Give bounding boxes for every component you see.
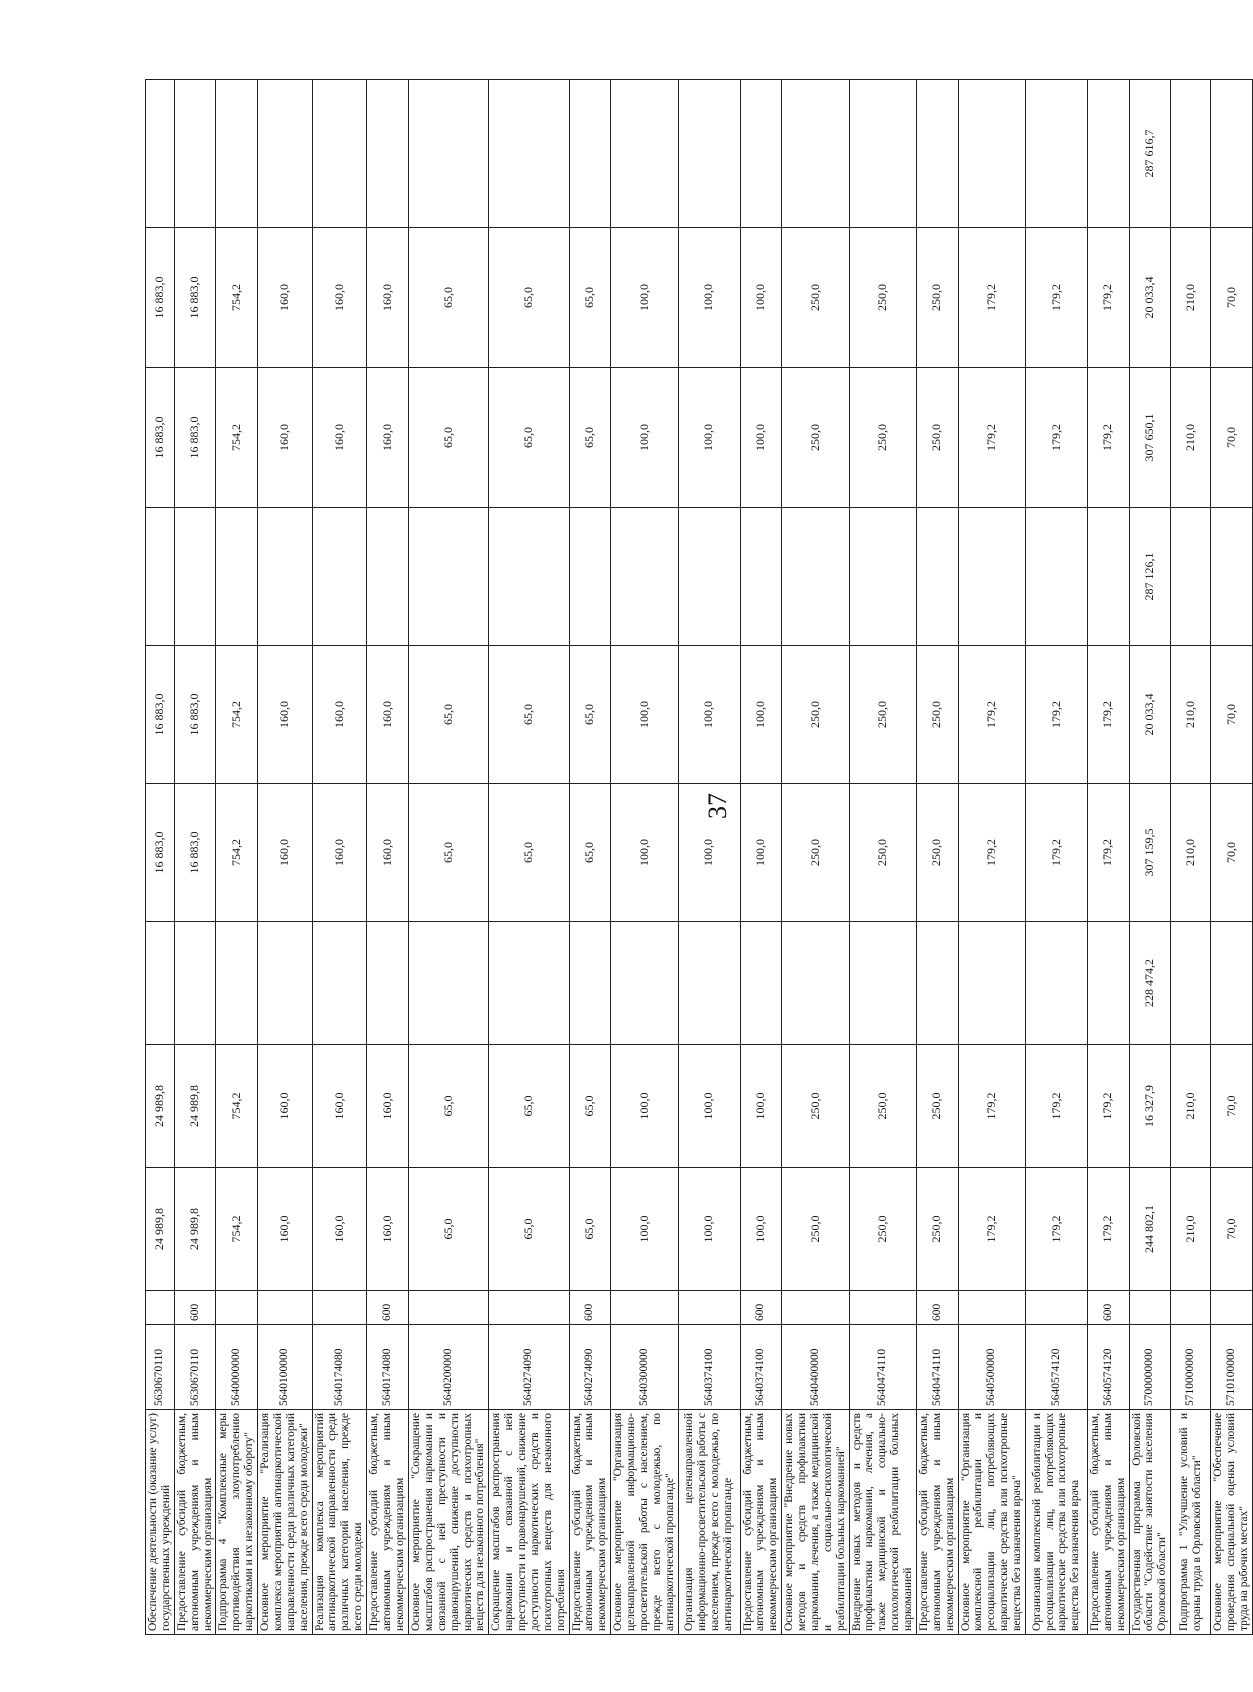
cell-code: 5640400000: [782, 1325, 849, 1410]
cell-v6: [849, 508, 916, 646]
cell-v2: 65,0: [409, 1045, 489, 1168]
cell-vr: [849, 1291, 916, 1325]
cell-v5: 160,0: [312, 646, 367, 784]
cell-v2: 160,0: [258, 1045, 313, 1168]
cell-vr: [409, 1291, 489, 1325]
cell-v5: 65,0: [569, 646, 611, 784]
cell-v3: [740, 922, 782, 1045]
cell-v9: [146, 80, 175, 228]
cell-v9: [216, 80, 258, 228]
cell-v1: 160,0: [312, 1168, 367, 1291]
table-row: [1087, 80, 1129, 1635]
cell-v9: [1025, 80, 1087, 228]
cell-v8: 100,0: [740, 228, 782, 368]
cell-v5: 179,2: [958, 646, 1025, 784]
table-row: [678, 80, 740, 1635]
cell-v3: [849, 922, 916, 1045]
cell-v4: 100,0: [740, 784, 782, 922]
cell-v1: 70,0: [1211, 1168, 1253, 1291]
cell-name: Внедрение новых методов и средств профилактики наркомании, лечения, а также медицинской и социально-психологической реабилитации больных наркоманией: [849, 1410, 916, 1635]
cell-v5: 160,0: [367, 646, 409, 784]
cell-v6: [958, 508, 1025, 646]
cell-v4: 754,2: [216, 784, 258, 922]
cell-vr: [1025, 1291, 1087, 1325]
cell-v6: [611, 508, 678, 646]
cell-v7: 179,2: [958, 368, 1025, 508]
cell-v3: [1171, 922, 1211, 1045]
cell-v2: 250,0: [849, 1045, 916, 1168]
cell-v4: 210,0: [1171, 784, 1211, 922]
cell-v2: 24 989,8: [146, 1045, 175, 1168]
cell-vr: [312, 1291, 367, 1325]
cell-vr: [1171, 1291, 1211, 1325]
cell-v7: 65,0: [489, 368, 569, 508]
cell-vr: [216, 1291, 258, 1325]
cell-code: 5630670110: [174, 1325, 216, 1410]
cell-v7: 100,0: [611, 368, 678, 508]
cell-v3: [916, 922, 958, 1045]
cell-vr: 600: [1087, 1291, 1129, 1325]
cell-v7: 754,2: [216, 368, 258, 508]
cell-code: 5640474110: [916, 1325, 958, 1410]
cell-v5: 65,0: [409, 646, 489, 784]
cell-v3: [611, 922, 678, 1045]
cell-v1: 179,2: [1025, 1168, 1087, 1291]
cell-code: 5640500000: [958, 1325, 1025, 1410]
cell-vr: [146, 1291, 175, 1325]
rotated-table-wrapper: [145, 80, 1250, 1635]
cell-v5: 179,2: [1025, 646, 1087, 784]
cell-v9: [258, 80, 313, 228]
cell-name: Основное мероприятие "Организация комплексной реабилитации и ресоциализации лиц, потребляющих наркотические средства или психотропные вещества без назначения врача": [958, 1410, 1025, 1635]
cell-v4: 307 159,5: [1129, 784, 1171, 922]
cell-v1: 250,0: [849, 1168, 916, 1291]
cell-v2: 100,0: [740, 1045, 782, 1168]
cell-code: 5640100000: [258, 1325, 313, 1410]
cell-v2: 16 327,9: [1129, 1045, 1171, 1168]
cell-code: 5640374100: [740, 1325, 782, 1410]
cell-vr: 600: [367, 1291, 409, 1325]
cell-v8: 179,2: [958, 228, 1025, 368]
cell-v3: [258, 922, 313, 1045]
cell-v7: 160,0: [312, 368, 367, 508]
cell-vr: [489, 1291, 569, 1325]
cell-v5: 70,0: [1211, 646, 1253, 784]
cell-v9: [409, 80, 489, 228]
cell-code: 5640174080: [312, 1325, 367, 1410]
cell-v2: 179,2: [1025, 1045, 1087, 1168]
cell-code: 5710100000: [1211, 1325, 1253, 1410]
cell-v6: [146, 508, 175, 646]
cell-v8: 100,0: [611, 228, 678, 368]
cell-v3: [782, 922, 849, 1045]
cell-v2: 179,2: [958, 1045, 1025, 1168]
cell-v4: 160,0: [367, 784, 409, 922]
cell-vr: [1129, 1291, 1171, 1325]
cell-v8: 65,0: [409, 228, 489, 368]
cell-v6: [312, 508, 367, 646]
cell-v8: 250,0: [849, 228, 916, 368]
cell-v9: [849, 80, 916, 228]
cell-v7: 179,2: [1025, 368, 1087, 508]
cell-v3: [1025, 922, 1087, 1045]
cell-code: 5640474110: [849, 1325, 916, 1410]
cell-v6: [489, 508, 569, 646]
cell-v9: [174, 80, 216, 228]
cell-v8: 210,0: [1171, 228, 1211, 368]
cell-v8: 20 033,4: [1129, 228, 1171, 368]
cell-v1: 65,0: [569, 1168, 611, 1291]
cell-name: Предоставление субсидий бюджетным, автономным учреждениям и иным некоммерческим организациям: [367, 1410, 409, 1635]
table-body: [146, 80, 1253, 1635]
cell-v3: [569, 922, 611, 1045]
cell-v2: 100,0: [678, 1045, 740, 1168]
cell-v8: 65,0: [569, 228, 611, 368]
cell-v8: 250,0: [782, 228, 849, 368]
cell-v4: 160,0: [258, 784, 313, 922]
cell-code: 5640274090: [569, 1325, 611, 1410]
cell-v1: 160,0: [367, 1168, 409, 1291]
cell-v9: 287 616,7: [1129, 80, 1171, 228]
cell-v4: 179,2: [1087, 784, 1129, 922]
cell-name: Организация целенаправленной информационно-просветительской работы с населением, прежде всего с молодежью, по антинаркотической пропаганде: [678, 1410, 740, 1635]
cell-v8: 100,0: [678, 228, 740, 368]
cell-v6: [916, 508, 958, 646]
cell-v9: [367, 80, 409, 228]
cell-v1: 24 989,8: [174, 1168, 216, 1291]
cell-code: 5710000000: [1171, 1325, 1211, 1410]
cell-v4: 16 883,0: [146, 784, 175, 922]
cell-v5: 16 883,0: [174, 646, 216, 784]
cell-code: 5640274090: [489, 1325, 569, 1410]
cell-v3: 228 474,2: [1129, 922, 1171, 1045]
cell-v1: 100,0: [611, 1168, 678, 1291]
cell-name: Предоставление субсидий бюджетным, автономным учреждениям и иным некоммерческим организациям: [1087, 1410, 1129, 1635]
cell-v6: [569, 508, 611, 646]
cell-v2: 70,0: [1211, 1045, 1253, 1168]
table-row: [216, 80, 258, 1635]
cell-v3: [1087, 922, 1129, 1045]
table-row: [958, 80, 1025, 1635]
cell-name: Предоставление субсидий бюджетным, автономным учреждениям и иным некоммерческим организациям: [569, 1410, 611, 1635]
cell-v9: [782, 80, 849, 228]
cell-v6: [678, 508, 740, 646]
cell-v2: 179,2: [1087, 1045, 1129, 1168]
table-row: [782, 80, 849, 1635]
cell-v6: [258, 508, 313, 646]
cell-vr: [678, 1291, 740, 1325]
cell-v7: 100,0: [740, 368, 782, 508]
table-row: [367, 80, 409, 1635]
table-row: [174, 80, 216, 1635]
cell-code: 5640574120: [1087, 1325, 1129, 1410]
cell-v2: 250,0: [782, 1045, 849, 1168]
table-row: [489, 80, 569, 1635]
cell-name: Основное мероприятие "Обеспечение проведения специальной оценки условий труда на рабочих местах": [1211, 1410, 1253, 1635]
page-number: 37: [703, 793, 732, 819]
cell-vr: 600: [916, 1291, 958, 1325]
cell-name: Основное мероприятие "Организация целенаправленной информационно-просветительской работы с населением, прежде всего с молодежью, по антинаркотической пропаганде": [611, 1410, 678, 1635]
cell-v9: [1211, 80, 1253, 228]
cell-v9: [569, 80, 611, 228]
cell-v6: 287 126,1: [1129, 508, 1171, 646]
table-row: [258, 80, 313, 1635]
cell-name: Основное мероприятие "Внедрение новых методов и средств профилактики наркомании, лечения, а также медицинской и социально-психологической реабилитации больных наркоманией": [782, 1410, 849, 1635]
cell-v8: 16 883,0: [146, 228, 175, 368]
cell-v2: 210,0: [1171, 1045, 1211, 1168]
cell-v3: [174, 922, 216, 1045]
cell-v4: 160,0: [312, 784, 367, 922]
cell-v4: 250,0: [782, 784, 849, 922]
cell-v5: 250,0: [782, 646, 849, 784]
cell-v4: 100,0: [611, 784, 678, 922]
cell-v1: 160,0: [258, 1168, 313, 1291]
cell-v7: 70,0: [1211, 368, 1253, 508]
cell-v3: [216, 922, 258, 1045]
cell-name: Государственная программа Орловской области "Содействие занятости населения Орловской области": [1129, 1410, 1171, 1635]
cell-name: Основное мероприятие "Реализация комплекса мероприятий антинаркотической направленности среди различных категорий населения, прежде всего среди молодежи": [258, 1410, 313, 1635]
table-row: [1211, 80, 1253, 1635]
cell-v7: 250,0: [782, 368, 849, 508]
cell-v4: 65,0: [489, 784, 569, 922]
cell-v8: 754,2: [216, 228, 258, 368]
cell-code: 5630670110: [146, 1325, 175, 1410]
cell-v7: 160,0: [258, 368, 313, 508]
budget-table: [145, 79, 1253, 1635]
cell-name: Подпрограмма 4 "Комплексные меры противодействия злоупотреблению наркотиками и их незаконному обороту": [216, 1410, 258, 1635]
cell-v5: 16 883,0: [146, 646, 175, 784]
table-row: [1171, 80, 1211, 1635]
cell-name: Предоставление субсидий бюджетным, автономным учреждениям и иным некоммерческим организациям: [740, 1410, 782, 1635]
cell-v5: 100,0: [678, 646, 740, 784]
cell-v5: 250,0: [849, 646, 916, 784]
cell-v3: [678, 922, 740, 1045]
cell-v6: [1211, 508, 1253, 646]
cell-v1: 65,0: [409, 1168, 489, 1291]
cell-v2: 754,2: [216, 1045, 258, 1168]
cell-v6: [174, 508, 216, 646]
cell-name: Предоставление субсидий бюджетным, автономным учреждениям и иным некоммерческим организациям: [174, 1410, 216, 1635]
cell-vr: 600: [740, 1291, 782, 1325]
cell-v7: 16 883,0: [146, 368, 175, 508]
cell-v5: 754,2: [216, 646, 258, 784]
cell-v9: [1087, 80, 1129, 228]
cell-v4: 65,0: [409, 784, 489, 922]
cell-name: Реализация комплекса мероприятий антинаркотической направленности среди различных категорий населения, прежде всего среди молодежи: [312, 1410, 367, 1635]
cell-v2: 160,0: [312, 1045, 367, 1168]
cell-code: 5640200000: [409, 1325, 489, 1410]
cell-v5: 250,0: [916, 646, 958, 784]
cell-v1: 100,0: [740, 1168, 782, 1291]
cell-name: Основное мероприятие "Сокращение масштабов распространения наркомании и связанной с ней преступности и правонарушений, снижение доступности наркотических средств и психотропных веществ для незаконного потребления": [409, 1410, 489, 1635]
cell-v9: [312, 80, 367, 228]
cell-v7: 100,0: [678, 368, 740, 508]
cell-v7: 65,0: [409, 368, 489, 508]
cell-v9: [611, 80, 678, 228]
cell-v8: 70,0: [1211, 228, 1253, 368]
cell-v3: [312, 922, 367, 1045]
cell-name: Предоставление субсидий бюджетным, автономным учреждениям и иным некоммерческим организациям: [916, 1410, 958, 1635]
cell-v2: 160,0: [367, 1045, 409, 1168]
cell-v4: 65,0: [569, 784, 611, 922]
cell-v9: [740, 80, 782, 228]
cell-v4: 70,0: [1211, 784, 1253, 922]
table-row: [849, 80, 916, 1635]
cell-vr: [611, 1291, 678, 1325]
cell-v5: 210,0: [1171, 646, 1211, 784]
cell-v9: [678, 80, 740, 228]
cell-v1: 24 989,8: [146, 1168, 175, 1291]
cell-v2: 24 989,8: [174, 1045, 216, 1168]
cell-v2: 250,0: [916, 1045, 958, 1168]
cell-v4: 16 883,0: [174, 784, 216, 922]
cell-v4: 179,2: [1025, 784, 1087, 922]
cell-name: Подпрограмма 1 "Улучшение условий и охраны труда в Орловской области": [1171, 1410, 1211, 1635]
cell-vr: [958, 1291, 1025, 1325]
cell-vr: 600: [174, 1291, 216, 1325]
cell-v4: 179,2: [958, 784, 1025, 922]
cell-v5: 65,0: [489, 646, 569, 784]
cell-name: Сокращение масштабов распространения наркомании и связанной с ней преступности и правонарушений, снижение доступности наркотических средств и психотропных веществ для незаконного потребления: [489, 1410, 569, 1635]
cell-v8: 16 883,0: [174, 228, 216, 368]
table-row: [409, 80, 489, 1635]
table-row: [146, 80, 175, 1635]
cell-v1: 179,2: [1087, 1168, 1129, 1291]
cell-v9: [916, 80, 958, 228]
cell-v8: 179,2: [1087, 228, 1129, 368]
cell-v7: 65,0: [569, 368, 611, 508]
cell-v8: 179,2: [1025, 228, 1087, 368]
cell-name: Организация комплексной реабилитации и ресоциализации лиц, потребляющих наркотические средства или психотропные вещества без назначения врача: [1025, 1410, 1087, 1635]
cell-code: 5640300000: [611, 1325, 678, 1410]
cell-v5: 160,0: [258, 646, 313, 784]
cell-v7: 250,0: [916, 368, 958, 508]
cell-v4: 250,0: [916, 784, 958, 922]
cell-v6: [740, 508, 782, 646]
table-row: [611, 80, 678, 1635]
cell-code: 5640374100: [678, 1325, 740, 1410]
cell-vr: 600: [569, 1291, 611, 1325]
cell-v7: 16 883,0: [174, 368, 216, 508]
cell-v6: [1025, 508, 1087, 646]
cell-v6: [782, 508, 849, 646]
cell-v1: 250,0: [782, 1168, 849, 1291]
cell-v3: [409, 922, 489, 1045]
cell-v4: 250,0: [849, 784, 916, 922]
cell-v3: [1211, 922, 1253, 1045]
cell-v8: 65,0: [489, 228, 569, 368]
cell-v6: [1171, 508, 1211, 646]
cell-v2: 100,0: [611, 1045, 678, 1168]
cell-v3: [489, 922, 569, 1045]
cell-v9: [1171, 80, 1211, 228]
cell-code: 5640574120: [1025, 1325, 1087, 1410]
cell-v4: 100,0: [678, 784, 740, 922]
cell-v1: 754,2: [216, 1168, 258, 1291]
cell-v9: [958, 80, 1025, 228]
cell-v9: [489, 80, 569, 228]
cell-v1: 65,0: [489, 1168, 569, 1291]
cell-v5: 100,0: [611, 646, 678, 784]
table-frame: [145, 80, 1250, 1635]
cell-code: 5700000000: [1129, 1325, 1171, 1410]
cell-v6: [1087, 508, 1129, 646]
cell-v6: [367, 508, 409, 646]
table-row: [1025, 80, 1087, 1635]
cell-v2: 65,0: [569, 1045, 611, 1168]
cell-v1: 179,2: [958, 1168, 1025, 1291]
table-row: [1129, 80, 1171, 1635]
table-row: [312, 80, 367, 1635]
cell-v5: 20 033,4: [1129, 646, 1171, 784]
cell-v8: 160,0: [367, 228, 409, 368]
cell-v7: 307 650,1: [1129, 368, 1171, 508]
cell-v7: 210,0: [1171, 368, 1211, 508]
table-row: [916, 80, 958, 1635]
cell-v6: [216, 508, 258, 646]
cell-v3: [146, 922, 175, 1045]
cell-name: Обеспечение деятельности (оказание услуг) государственных учреждений: [146, 1410, 175, 1635]
cell-vr: [258, 1291, 313, 1325]
cell-v7: 160,0: [367, 368, 409, 508]
cell-v8: 250,0: [916, 228, 958, 368]
cell-vr: [1211, 1291, 1253, 1325]
cell-v1: 250,0: [916, 1168, 958, 1291]
cell-code: 5640000000: [216, 1325, 258, 1410]
table-row: [569, 80, 611, 1635]
cell-v6: [409, 508, 489, 646]
cell-vr: [782, 1291, 849, 1325]
cell-v1: 210,0: [1171, 1168, 1211, 1291]
cell-code: 5640174080: [367, 1325, 409, 1410]
cell-v3: [958, 922, 1025, 1045]
cell-v3: [367, 922, 409, 1045]
cell-v5: 179,2: [1087, 646, 1129, 784]
cell-v7: 250,0: [849, 368, 916, 508]
cell-v8: 160,0: [258, 228, 313, 368]
cell-v8: 160,0: [312, 228, 367, 368]
cell-v5: 100,0: [740, 646, 782, 784]
cell-v1: 244 802,1: [1129, 1168, 1171, 1291]
cell-v2: 65,0: [489, 1045, 569, 1168]
cell-v1: 100,0: [678, 1168, 740, 1291]
cell-v7: 179,2: [1087, 368, 1129, 508]
table-row: [740, 80, 782, 1635]
